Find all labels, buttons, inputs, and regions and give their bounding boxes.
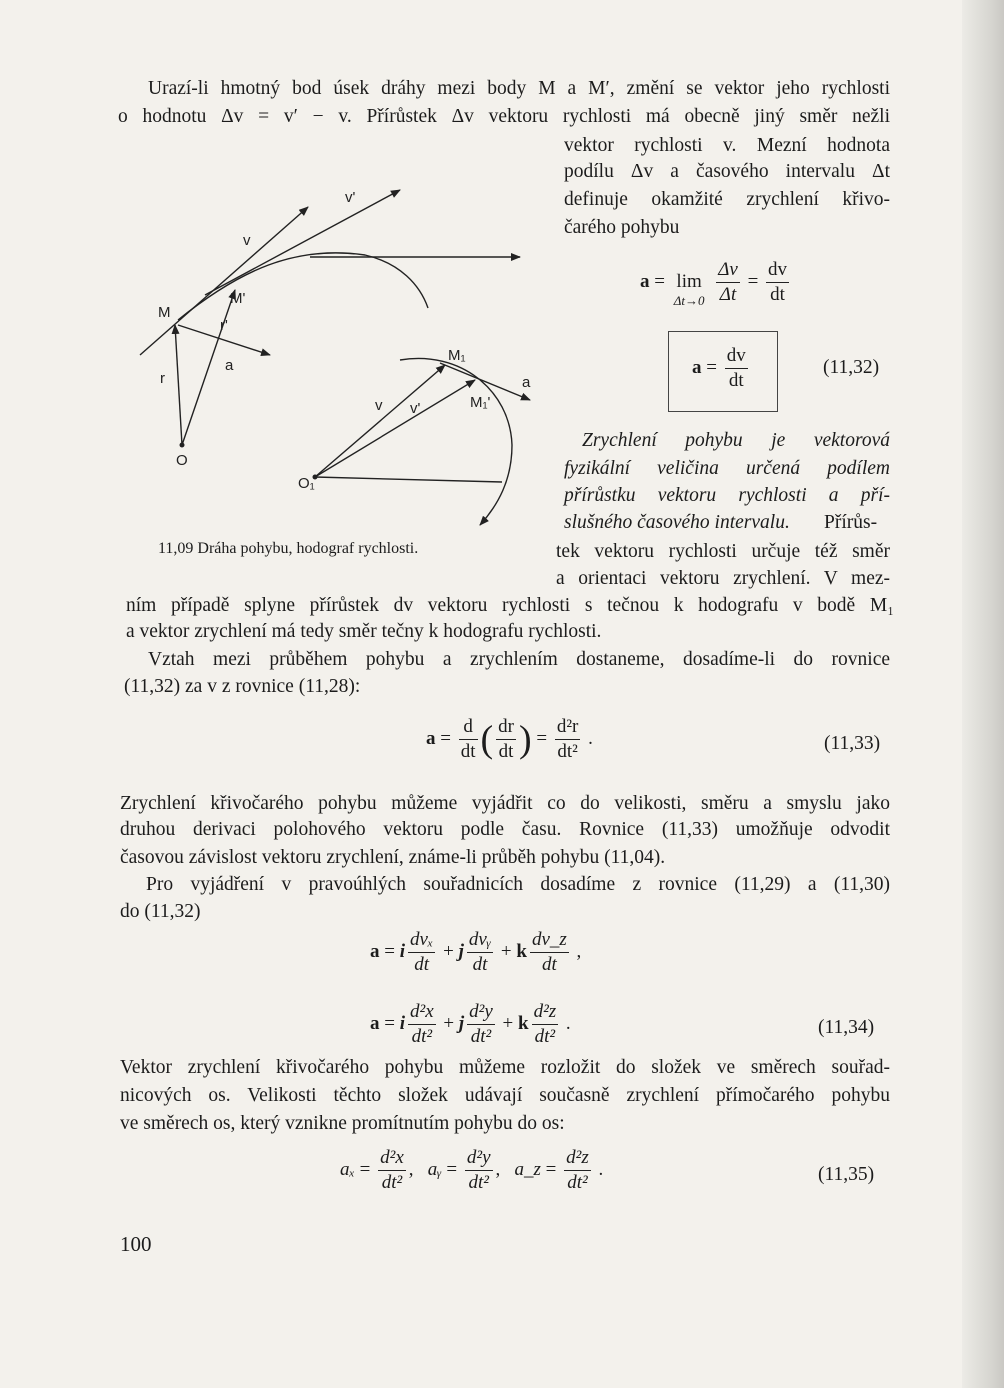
para4-line2: do (11,32) [120, 901, 201, 922]
para2-line1: Vztah mezi průběhem pohybu a zrychlením dostaneme, dosadíme-li do rovnice [148, 649, 890, 670]
definition-line1: Zrychlení pohybu je vektorová [582, 430, 890, 451]
label-hodograph-a: a [522, 374, 531, 391]
equation-11-32: a = $\frac{dv}{dt}$ [692, 345, 746, 391]
para1-line2: o hodnotu Δv = v′ − v. Přírůstek Δv vektoru rychlosti má obecně jiný směr nežli [118, 106, 890, 127]
definition-line2: fyzikální veličina určená podílem [564, 458, 890, 479]
equation-11-34: a = i $\frac{\text{d²x}}{\text{dt²}}$ + j $\frac{\text{d²y}}{\text{dt²}}$ + k $\frac{\text{d²z}}{\text{dt²}}$ . [370, 1001, 571, 1047]
trajectory-curve [178, 253, 428, 320]
definition-line7: ním případě splyne přírůstek dv vektoru rychlosti s tečnou k hodografu v bodě M₁ [126, 595, 894, 616]
hodograph-horizontal [315, 477, 502, 482]
equation-number-11-33: (11,33) [824, 733, 881, 754]
hodograph-vector-v-prime [315, 380, 475, 477]
figure-trajectory-hodograph [130, 175, 555, 540]
para1-line4: podílu Δv a časového intervalu Δt [564, 161, 890, 182]
label-r: r [160, 370, 165, 387]
figure-caption: 11,09 Dráha pohybu, hodograf rychlosti. [158, 540, 419, 557]
definition-line8: a vektor zrychlení má tedy směr tečny k hodografu rychlosti. [126, 621, 602, 642]
equation-11-35: aₓ = $\frac{\text{d²x}}{\text{dt²}}$ , aᵧ = $\frac{\text{d²y}}{\text{dt²}}$ , a_z = $\frac{\text{d²z}}{\text{dt²}}$ . [340, 1147, 604, 1193]
label-v: v [243, 232, 251, 249]
label-O1: O₁ [298, 475, 315, 492]
para3-line1: Zrychlení křivočarého pohybu můžeme vyjádřit co do velikosti, směru a smyslu jako [120, 793, 890, 814]
para3-line3: časovou závislost vektoru zrychlení, známe-li průběh pohybu (11,04). [120, 847, 666, 868]
label-M1: M₁ [448, 347, 466, 364]
equation-limit: a = lim Δt→0 $\frac{\Delta v}{\Delta t}$ = $\frac{dv}{dt}$ [640, 259, 788, 308]
definition-line4: slušného časového intervalu. [564, 512, 790, 533]
hodograph-curve [400, 358, 512, 525]
para3-line2: druhou derivaci polohového vektoru podle času. Rovnice (11,33) umožňuje odvodit [120, 819, 890, 840]
definition-line3: přírůstku vektoru rychlosti a pří- [564, 485, 890, 506]
para2-line2: (11,32) za v z rovnice (11,28): [124, 676, 361, 697]
definition-line6: a orientaci vektoru zrychlení. V mez- [556, 568, 890, 589]
para5-line2: nicových os. Velikosti těchto složek udávají současně zrychlení přímočarého pohybu [120, 1085, 890, 1106]
label-v-prime: v' [345, 189, 356, 206]
para1-line6: čarého pohybu [564, 217, 680, 238]
label-hodograph-v: v [375, 397, 383, 414]
para1-line1: Urazí-li hmotný bod úsek dráhy mezi body M a M′, změní se vektor jeho rychlosti [148, 78, 890, 99]
definition-line5: tek vektoru rychlosti určuje též směr [556, 541, 890, 562]
velocity-vector-v-prime [205, 190, 400, 295]
page-number: 100 [120, 1232, 152, 1256]
para4-line1: Pro vyjádření v pravoúhlých souřadnicích dosadíme z rovnice (11,29) a (11,30) [146, 874, 890, 895]
para1-line3: vektor rychlosti v. Mezní hodnota [564, 135, 890, 156]
label-O: O [176, 452, 188, 469]
label-M: M [158, 304, 171, 321]
equation-number-11-32: (11,32) [823, 357, 880, 378]
para5-line3: ve směrech os, který vznikne promítnutím pohybu do os: [120, 1113, 565, 1134]
label-r-prime: r' [220, 317, 228, 334]
para1-line5: definuje okamžité zrychlení křivo- [564, 189, 890, 210]
definition-line4-tail: Přírůs- [824, 512, 878, 533]
para5-line1: Vektor zrychlení křivočarého pohybu můžeme rozložit do složek ve směrech souřad- [120, 1057, 890, 1078]
equation-number-11-34: (11,34) [818, 1017, 875, 1038]
label-M1-prime: M₁' [470, 394, 491, 411]
equation-number-11-35: (11,35) [818, 1164, 875, 1185]
label-hodograph-v-prime: v' [410, 400, 421, 417]
position-vector-r [175, 325, 182, 445]
hodograph-vector-v [315, 365, 445, 477]
page-edge-shadow [962, 0, 1004, 1388]
label-a: a [225, 357, 234, 374]
equation-components-velocity: a = i $\frac{\text{dvₓ}}{dt}$ + j $\frac{\text{dvᵧ}}{dt}$ + k $\frac{dv\_z}{dt}$ , [370, 929, 582, 975]
equation-11-33: a = $\frac{d}{dt}$ ( $\frac{dr}{dt}$ ) = $\frac{\text{d²r}}{\text{dt²}}$ . [426, 716, 593, 762]
label-M-prime: M' [230, 290, 246, 307]
